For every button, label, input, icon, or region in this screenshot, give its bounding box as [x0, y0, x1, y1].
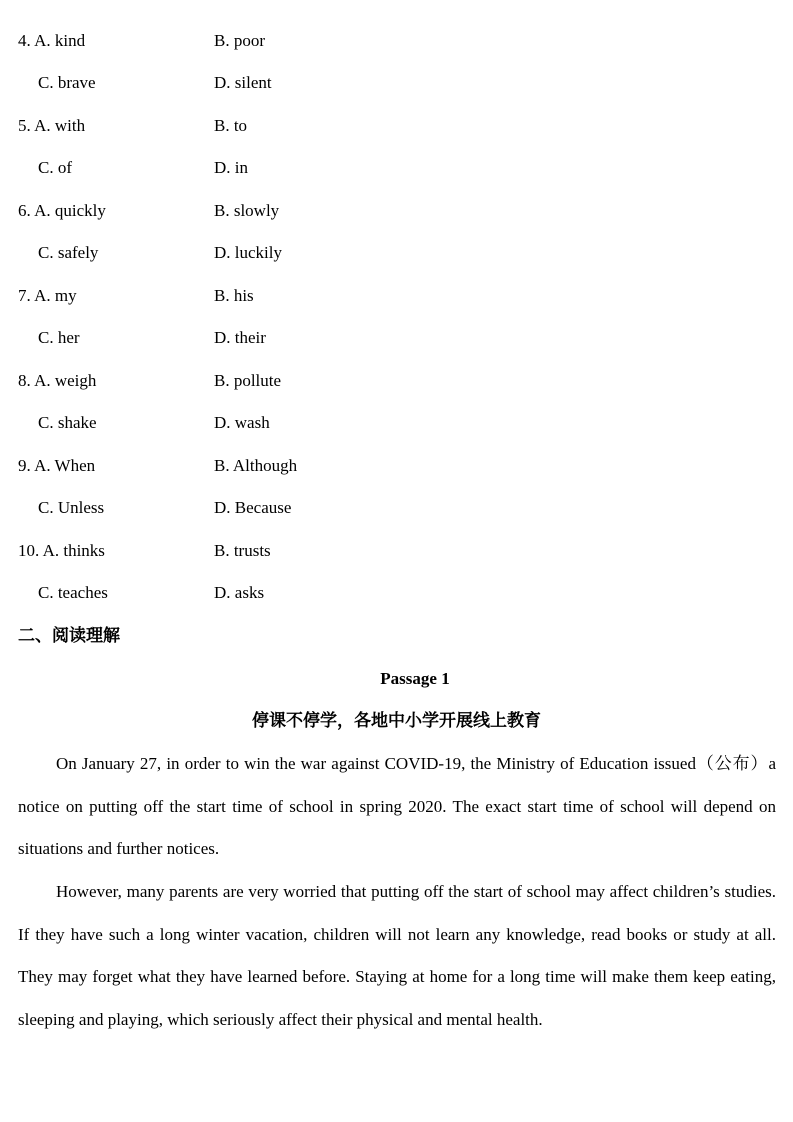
question-8-option-d: D. wash	[214, 413, 270, 432]
question-5-option-a: 5. A. with	[18, 116, 86, 135]
question-10-option-a: 10. A. thinks	[18, 541, 105, 560]
question-9-option-a: 9. A. When	[18, 456, 96, 475]
question-9-option-c: C. Unless	[38, 498, 105, 517]
question-4-option-a: 4. A. kind	[18, 31, 86, 50]
question-6-option-b: B. slowly	[214, 201, 280, 220]
question-10-option-b: B. trusts	[214, 541, 271, 560]
passage-subtitle: 停课不停学，各地中小学开展线上教育	[252, 711, 541, 731]
question-7-option-b: B. his	[214, 286, 254, 305]
question-4-option-d: D. silent	[214, 73, 272, 92]
question-4-option-b: B. poor	[214, 31, 265, 50]
passage-title: Passage 1	[380, 669, 450, 688]
question-8-option-c: C. shake	[38, 413, 97, 432]
question-7-option-a: 7. A. my	[18, 286, 77, 305]
section-title: 二、阅读理解	[18, 626, 120, 646]
question-5-option-b: B. to	[214, 116, 248, 135]
question-7-option-d: D. their	[214, 328, 266, 347]
question-9-option-d: D. Because	[214, 498, 292, 517]
passage-paragraph-2: However, many parents are very worried that putting off the start of school may affect children’s studies. If they have such a long winter vacation, children will not learn any knowledge, read books or study at all. They may forget what they have learned before. Staying at home for a long time will make them keep eating, sleeping and playing, which seriously affect their physical and mental health.	[18, 882, 776, 1029]
question-6-option-a: 6. A. quickly	[18, 201, 106, 220]
question-4-option-c: C. brave	[38, 73, 96, 92]
question-7-option-c: C. her	[38, 328, 80, 347]
question-9-option-b: B. Although	[214, 456, 298, 475]
question-5-option-c: C. of	[38, 158, 72, 177]
question-10-option-d: D. asks	[214, 583, 265, 602]
question-5-option-d: D. in	[214, 158, 248, 177]
question-8-option-a: 8. A. weigh	[18, 371, 97, 390]
question-10-option-c: C. teaches	[38, 583, 108, 602]
question-8-option-b: B. pollute	[214, 371, 282, 390]
question-6-option-c: C. safely	[38, 243, 99, 262]
passage-paragraph-1: On January 27, in order to win the war against COVID-19, the Ministry of Education issued（公布）a notice on putting off the start time of school in spring 2020. The exact start time of school will depend on situations and further notices.	[18, 754, 776, 858]
question-6-option-d: D. luckily	[214, 243, 282, 262]
